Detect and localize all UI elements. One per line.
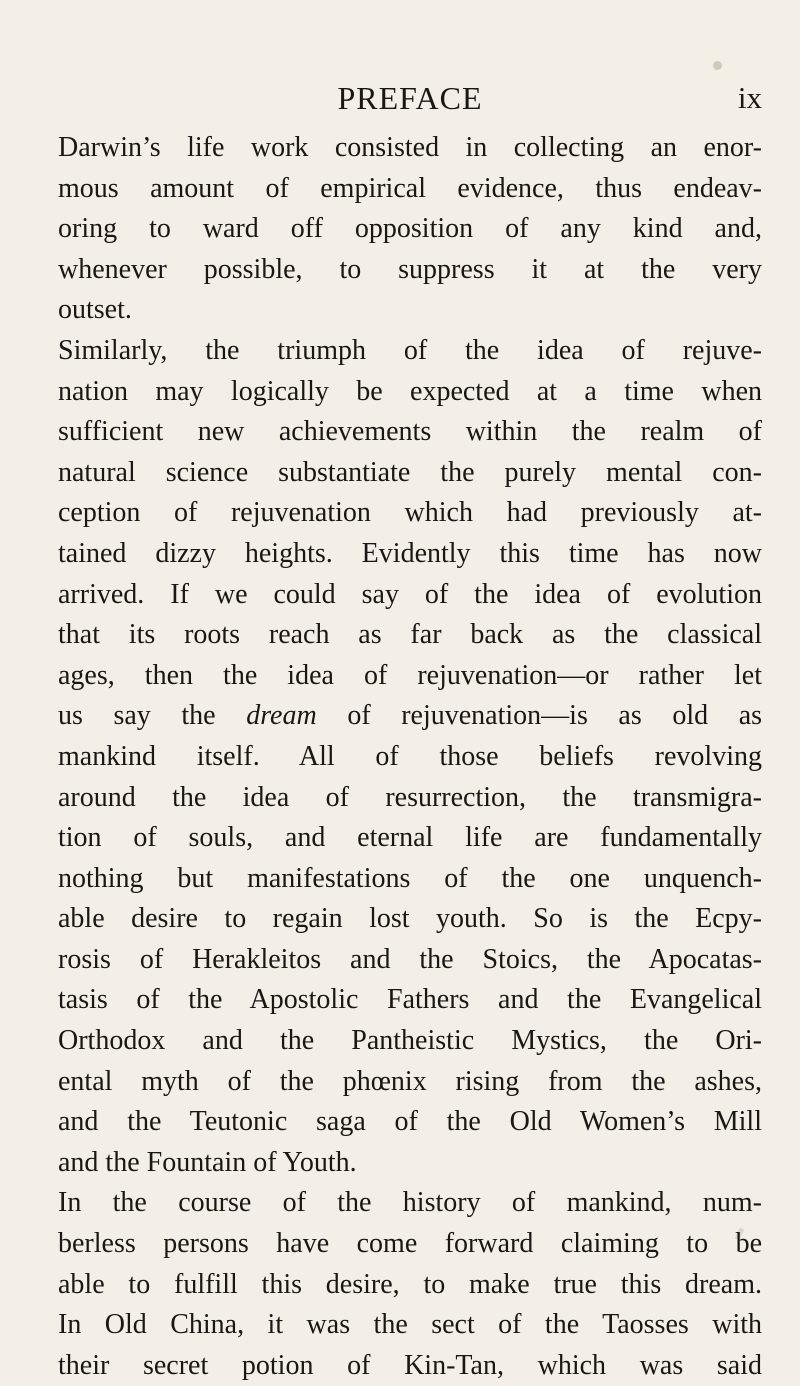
text-line: their secret potion of Kin-Tan, which was said (58, 1349, 762, 1381)
text-line: mankind itself. All of those beliefs revolving (58, 740, 762, 772)
ink-spot (713, 61, 722, 70)
text-line: tained dizzy heights. Evidently this time has now (58, 537, 762, 569)
text-line: ental myth of the phœnix rising from the ashes, (58, 1065, 762, 1097)
text-line: nothing but manifestations of the one unquench- (58, 862, 762, 894)
text-line: ception of rejuvenation which had previously at- (58, 497, 762, 529)
text-line: natural science substantiate the purely mental con- (58, 456, 762, 488)
text-line: rosis of Herakleitos and the Stoics, the Apocatas- (58, 943, 762, 975)
text-line: In Old China, it was the sect of the Taosses with (58, 1309, 762, 1341)
text-line: ages, then the idea of rejuvenation—or rather let (58, 659, 762, 691)
line-start: us say the (58, 700, 216, 732)
running-head: PREFACE (337, 80, 483, 116)
text-line: and the Teutonic saga of the Old Women’s Mill (58, 1106, 762, 1138)
line-end: of rejuvenation—is as old as (347, 700, 763, 732)
text-line: tion of souls, and eternal life are fundamentally (58, 822, 762, 854)
text-line: mous amount of empirical evidence, thus endeav- (58, 172, 762, 204)
text-line: that its roots reach as far back as the classical (58, 619, 762, 651)
text-line: Orthodox and the Pantheistic Mystics, the Ori- (58, 1025, 762, 1057)
text-line: and the Fountain of Youth. (58, 1146, 357, 1178)
text-line: able to fulfill this desire, to make true this dream. (58, 1268, 762, 1300)
text-line: In the course of the history of mankind, num- (58, 1187, 762, 1219)
page-number: ix (737, 80, 762, 115)
text-line: Similarly, the triumph of the idea of rejuve- (58, 334, 762, 366)
body-text (58, 128, 762, 1386)
text-line: berless persons have come forward claiming to be (58, 1228, 762, 1260)
text-line: around the idea of resurrection, the transmigra- (58, 781, 762, 813)
text-line-with-emphasis (58, 696, 762, 737)
page-header (58, 76, 762, 120)
emphasis-dream: dream (246, 700, 317, 732)
text-line: oring to ward off opposition of any kind and, (58, 213, 762, 245)
text-line: nation may logically be expected at a time when (58, 375, 762, 407)
text-line: tasis of the Apostolic Fathers and the Evangelical (58, 984, 762, 1016)
text-line: outset. (58, 294, 132, 326)
text-line: Darwin’s life work consisted in collecting an enor- (58, 132, 762, 163)
text-line: arrived. If we could say of the idea of evolution (58, 578, 762, 610)
text-line: whenever possible, to suppress it at the very (58, 253, 762, 285)
text-line: sufficient new achievements within the realm of (58, 416, 762, 448)
text-line: able desire to regain lost youth. So is the Ecpy- (58, 903, 762, 935)
